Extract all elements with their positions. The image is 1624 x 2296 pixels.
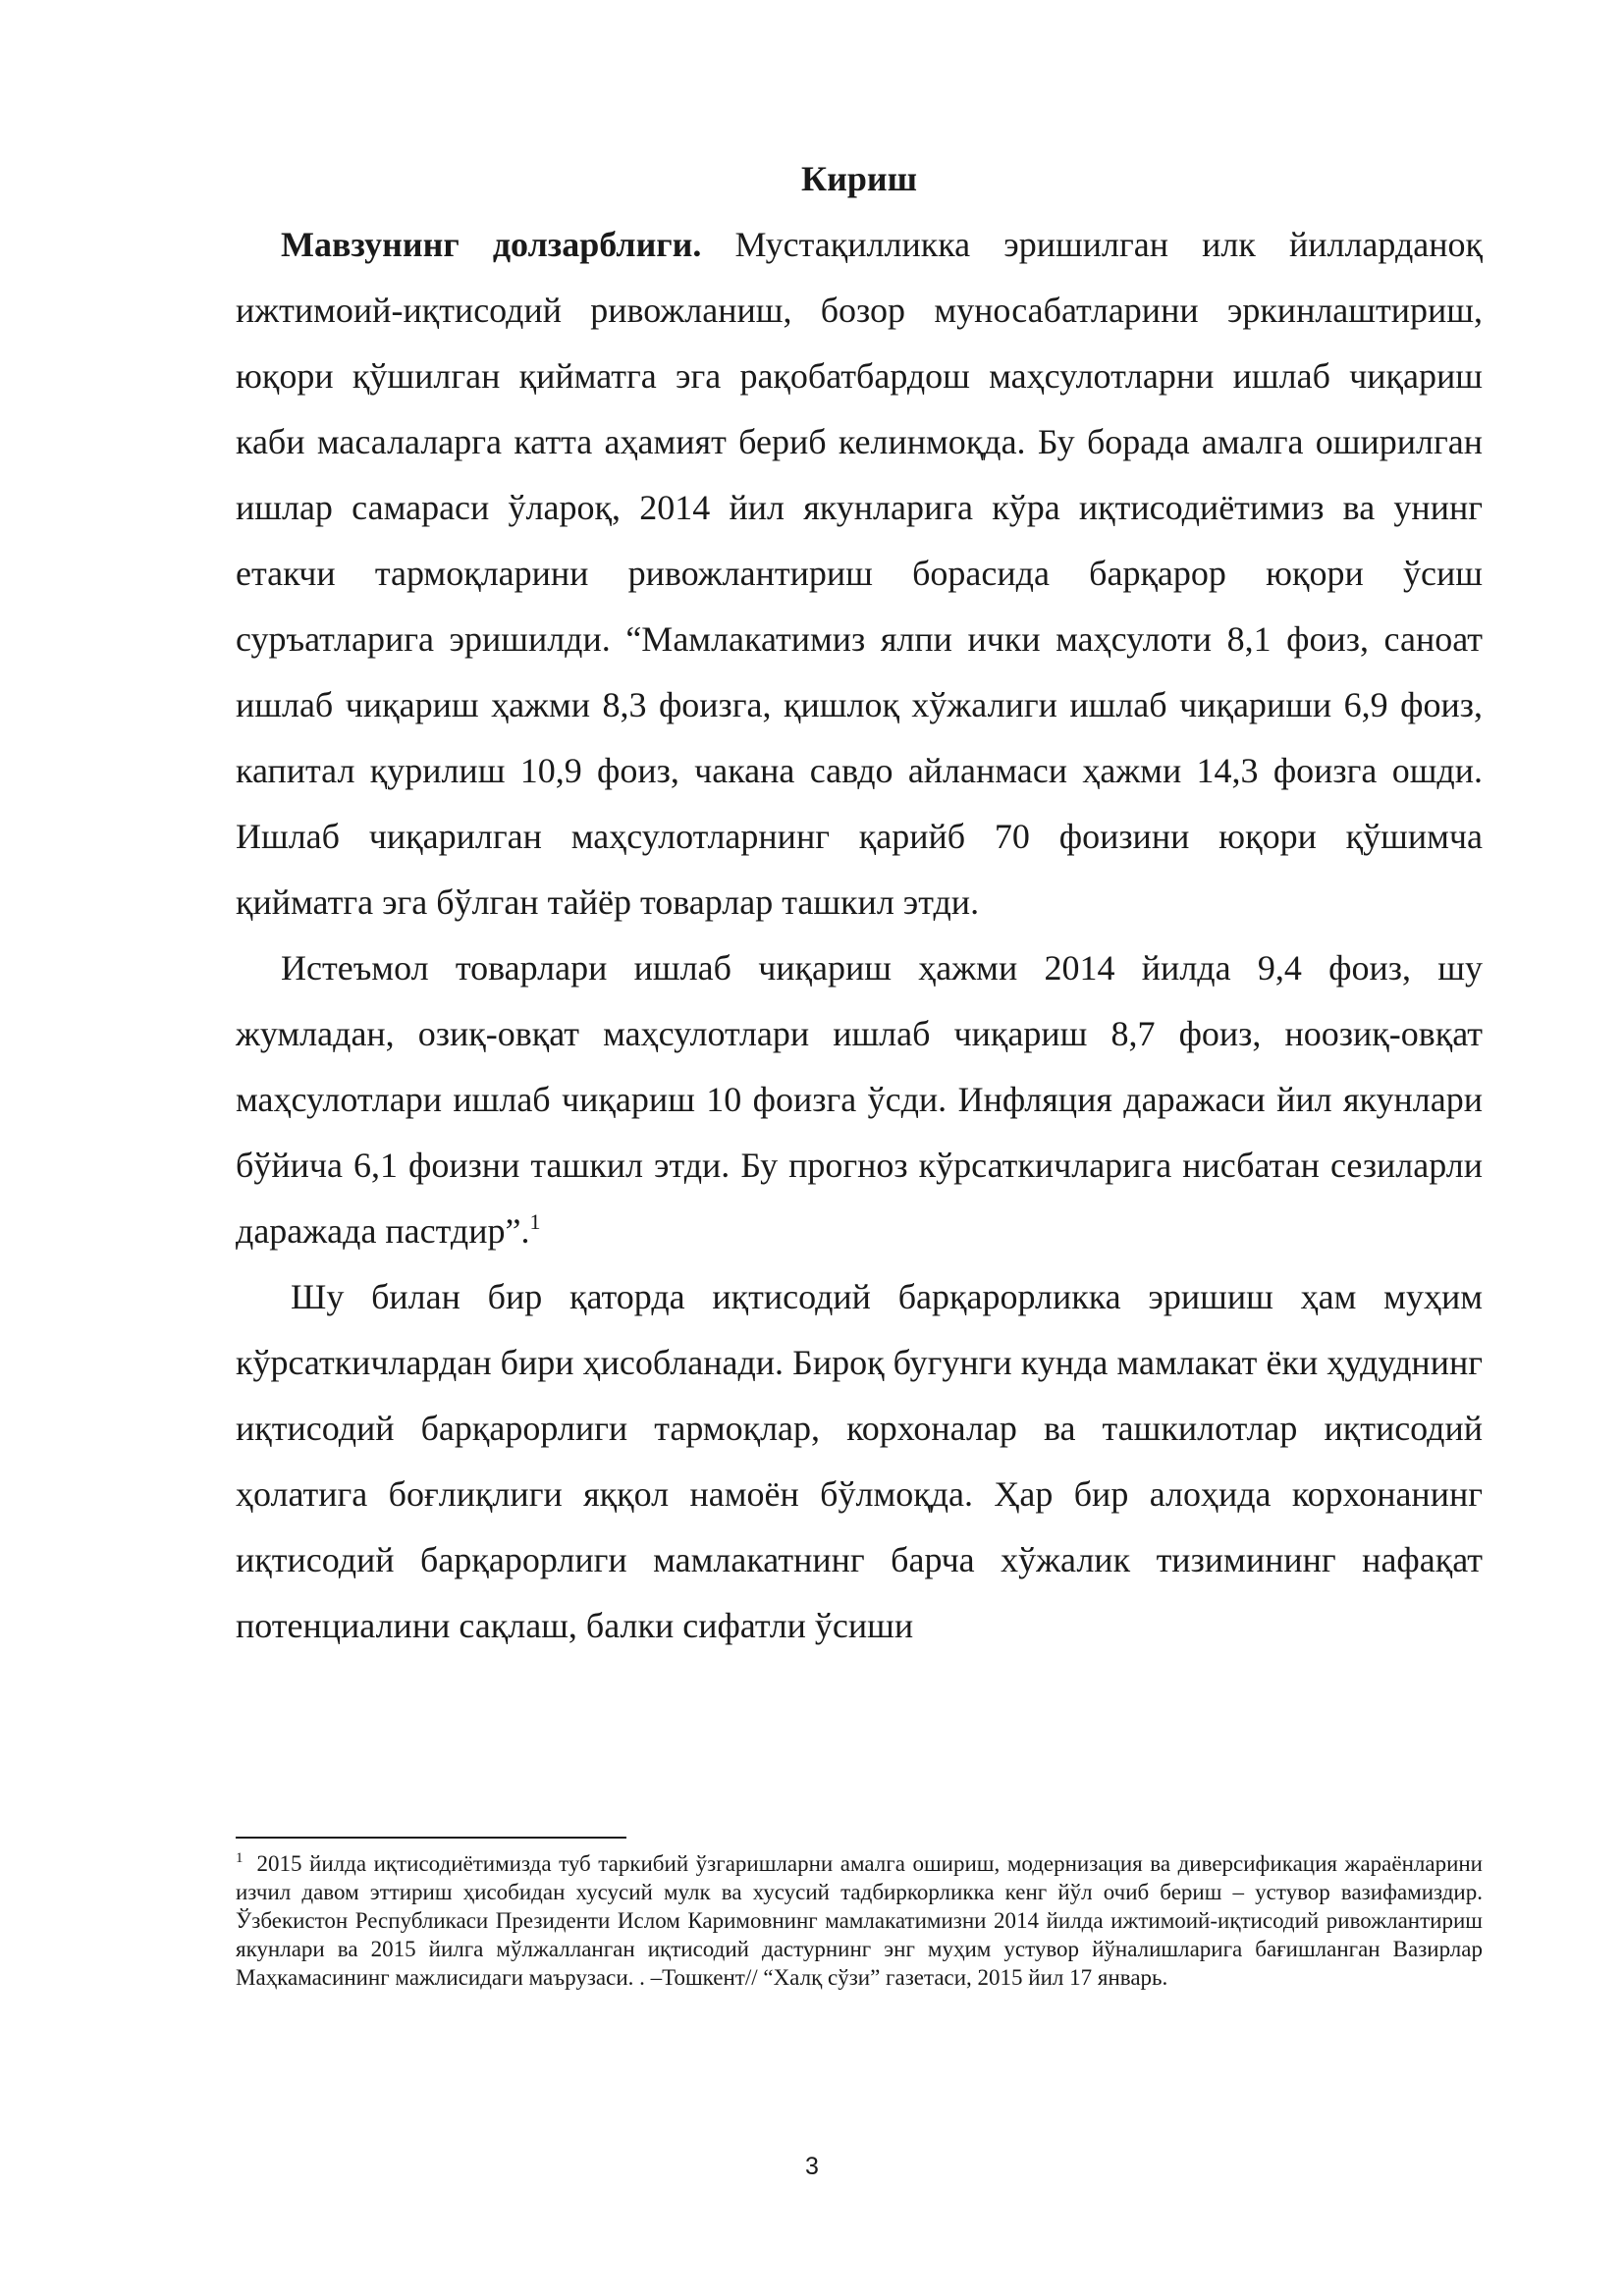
paragraph-lead-bold: Мавзунинг долзарблиги. [281,225,702,264]
paragraph-economic-stability [236,1264,1483,1659]
paragraph-consumer-goods [236,935,1483,1264]
footnote-separator [236,1837,626,1839]
footnote-text: 2015 йилда иқтисодиётимизда туб таркибий ўзгаришларни амалга ошириш, модернизация ва диверсификация жараёнларини изчил давом эттириш ҳисобидан хусусий мулк ва хусусий тадбиркорликка кенг йўл очиб бериш – устувор вазифамиздир. Ўзбекистон Республикаси Президенти Ислом Каримовнинг мамлакатимизни 2014 йилда ижтимоий-иқтисодий ривожлантириш якунлари ва 2015 йилга мўлжалланган иқтисодий дастурнинг энг муҳим устувор йўналишларига бағишланган Вазирлар Маҳкамасининг мажлисидаги маърузаси. . –Тошкент// “Халқ сўзи” газетаси, 2015 йил 17 январь. [236,1851,1483,1990]
footnote-marker: 1 [236,1850,244,1866]
paragraph-relevance [236,212,1483,935]
page-number: 3 [805,2153,819,2180]
footnote-reference: 1 [529,1209,541,1234]
body-text [236,212,1483,1659]
section-heading: Кириш [800,159,917,198]
paragraph-economic-stability-text: Шу билан бир қаторда иқтисодий барқарорликка эришиш ҳам муҳим кўрсаткичлардан бири ҳисобланади. Бироқ бугунги кунда мамлакат ёки ҳудуднинг иқтисодий барқарорлиги тармоқлар, корхоналар ва ташкилотлар иқтисодий ҳолатига боғлиқлиги яққол намоён бўлмоқда. Ҳар бир алоҳида корхонанинг иқтисодий барқарорлиги мамлакатнинг барча хўжалик тизимининг нафақат потенциалини сақлаш, балки сифатли ўсиши [236,1277,1483,1645]
paragraph-consumer-goods-text: Истеъмол товарлари ишлаб чиқариш ҳажми 2014 йилда 9,4 фоиз, шу жумладан, озиқ-овқат маҳсулотлари ишлаб чиқариш 8,7 фоиз, ноозиқ-овқат маҳсулотлари ишлаб чиқариш 10 фоизга ўсди. Инфляция даражаси йил якунлари бўйича 6,1 фоизни ташкил этди. Бу прогноз кўрсаткичларига нисбатан сезиларли даражада пастдир”. [236,948,1483,1251]
paragraph-relevance-text: Мустақилликка эришилган илк йилларданоқ ижтимоий-иқтисодий ривожланиш, бозор муносабатларини эркинлаштириш, юқори қўшилган қийматга эга рақобатбардош маҳсулотларни ишлаб чиқариш каби масалаларга катта аҳамият бериб келинмоқда. Бу борада амалга оширилган ишлар самараси ўлароқ, 2014 йил якунларига кўра иқтисодиётимиз ва унинг етакчи тармоқларини ривожлантириш борасида барқарор юқори ўсиш суръатларига эришилди. “Мамлакатимиз ялпи ички маҳсулоти 8,1 фоиз, саноат ишлаб чиқариш ҳажми 8,3 фоизга, қишлоқ хўжалиги ишлаб чиқариши 6,9 фоиз, капитал қурилиш 10,9 фоиз, чакана савдо айланмаси ҳажми 14,3 фоизга ошди. Ишлаб чиқарилган маҳсулотларнинг қарийб 70 фоизини юқори қўшимча қийматга эга бўлган тайёр товарлар ташкил этди. [236,225,1483,922]
footnote [236,1849,1483,1992]
